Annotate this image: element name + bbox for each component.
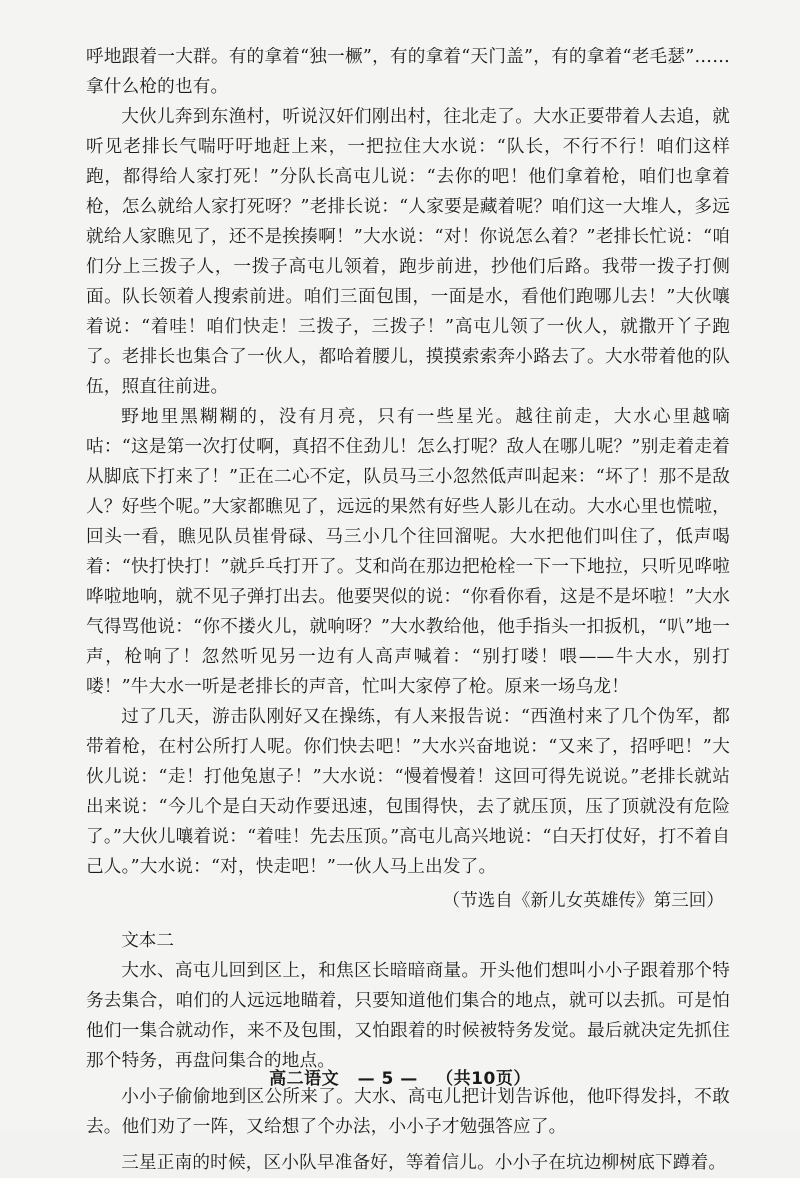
paragraph-2: 大伙儿奔到东渔村，听说汉奸们刚出村，往北走了。大水正要带着人去追，就听见老排长气喘吁吁地赶上来，一把拉住大水说：“队长，不行不行！咱们这样跑，都得给人家打死！”分队长高屯儿说：“去你的吧！他们拿着枪，咱们也拿着枪，怎么就给人家打死呀？”老排长说：“人家要是藏着呢？咱们这一大堆人，多远就给人家瞧见了，还不是挨揍啊！”大水说：“对！你说怎么着？”老排长忙说：“咱们分上三拨子人，一拨子高屯儿领着，跑步前进，抄他们后路。我带一拨子打侧面。队长领着人搜索前进。咱们三面包围，一面是水，看他们跑哪儿去！”大伙嚷着说：“着哇！咱们快走！三拨子，三拨子！”高屯儿领了一伙人，就撒开丫子跑了。老排长也集合了一伙人，都哈着腰儿，摸摸索索奔小路去了。大水带着他的队伍，照直往前进。 [86,107,730,397]
text-two-title: 文本二 [121,931,174,951]
text-two-paragraph-2: 小小子偷偷地到区公所来了。大水、高屯儿把计划告诉他，他吓得发抖，不敢去。他们劝了一阵，又给想了个办法，小小子才勉强答应了。 [86,1087,730,1137]
paragraph-1: 呼地跟着一大群。有的拿着“独一橛”，有的拿着“天门盖”，有的拿着“老毛瑟”……拿什么枪的也有。 [86,47,730,97]
paragraph-4: 过了几天，游击队刚好又在操练，有人来报告说：“西渔村来了几个伪军，都带着枪，在村公所打人呢。你们快去吧！”大水兴奋地说：“又来了，招呼吧！”大伙儿说：“走！打他兔崽子！”大水说：“慢着慢着！这回可得先说说。”老排长就站出来说：“今儿个是白天动作要迅速，包围得快，去了就压顶，压了顶就没有危险了。”大伙儿嚷着说：“着哇！先去压顶。”高屯儿高兴地说：“白天打仗好，打不着自己人。”大水说：“对，快走吧！”一伙人马上出发了。 [86,707,730,877]
page-footer [0,1064,800,1094]
text-two-paragraph-3: 三星正南的时候，区小队早准备好，等着信儿。小小子在坑边柳树底下蹲着。 [121,1153,727,1173]
paragraph-3: 野地里黑糊糊的，没有月亮，只有一些星光。越往前走，大水心里越嘀咕：“这是第一次打仗啊，真招不住劲儿！怎么打呢？敌人在哪儿呢？”别走着走着从脚底下打来了！”正在二心不定，队员马三小忽然低声叫起来：“坏了！那不是敌人？好些个呢。”大家都瞧见了，远远的果然有好些人影儿在动。大水心里也慌啦，回头一看，瞧见队员崔骨碌、马三小几个往回溜呢。大水把他们叫住了，低声喝着：“快打快打！”就乒乓打开了。艾和尚在那边把枪栓一下一下地拉，只听见哗啦哗啦地响，就不见子弹打出去。他要哭似的说：“你看你看，这是不是坏啦！”大水气得骂他说：“你不搂火儿，就响呀？”大水教给他，他手指头一扣扳机，“叭”地一声，枪响了！忽然听见另一边有人高声喊着：“别打喽！喂——牛大水，别打喽！”牛大水一听是老排长的声音，忙叫大家停了枪。原来一场乌龙！ [86,407,730,697]
text-one-source: （节选自《新儿女英雄传》第三回） [442,891,724,911]
footer-total-pages: （共10页） [436,1069,531,1089]
footer-page-number: — 5 — [357,1069,418,1089]
text-two-paragraph-1: 大水、高屯儿回到区上，和焦区长暗暗商量。开头他们想叫小小子跟着那个特务去集合，咱们的人远远地瞄着，只要知道他们集合的地点，就可以去抓。可是怕他们一集合就动作，来不及包围，又怕跟着的时候被特务发觉。最后就决定先抓住那个特务，再盘问集合的地点。 [86,961,730,1071]
footer-subject: 高二语文 [269,1069,340,1089]
